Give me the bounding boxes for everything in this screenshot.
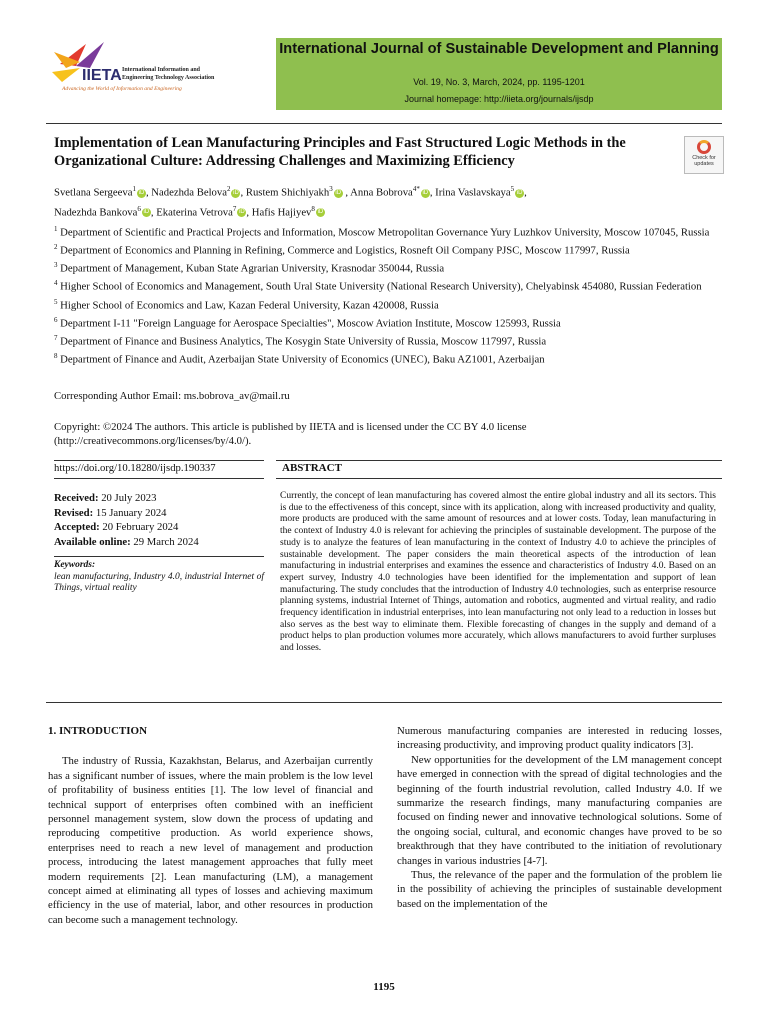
author-name: Nadezhda Bankova (54, 206, 138, 219)
date-row: Received: 20 July 2023 (54, 492, 157, 504)
author-affil-sup: 5 (510, 185, 515, 193)
keywords-rule (54, 556, 264, 557)
affiliation-sup: 5 (54, 297, 58, 306)
affiliation-sup: 8 (54, 352, 58, 361)
orcid-icon[interactable]: iD (335, 189, 342, 196)
orcid-icon[interactable]: iD (516, 189, 523, 196)
date-label: Revised: (54, 506, 94, 519)
orcid-icon[interactable]: iD (143, 209, 150, 216)
author-affil-sup: 1 (132, 185, 136, 193)
date-label: Accepted: (54, 521, 100, 534)
copyright-notice: Copyright: ©2024 The authors. This article is published by IIETA and is licensed under the CC BY 4.0 license (http://creativecommons.org/licenses/by/4.0/). (54, 421, 527, 447)
right-paragraphs (397, 724, 722, 911)
affiliation-sup: 6 (54, 315, 58, 324)
abstract-end-rule (46, 702, 722, 703)
doi-rule-bottom (54, 478, 264, 479)
author-name: Nadezhda Belova (151, 186, 227, 199)
crossmark-icon (697, 140, 711, 154)
author-name: Irina Vaslavskaya (435, 186, 511, 199)
orcid-icon[interactable]: iD (317, 209, 324, 216)
author-affil-sup: 3 (329, 185, 333, 193)
body-paragraph: Numerous manufacturing companies are interested in reducing losses, increasing productivity, and improving product quality indicators [3]. (397, 725, 722, 752)
iieta-logo (46, 38, 274, 110)
affiliation-item: $^7$ Department of Finance and Business Analytics, The Kosygin State University of Russia, Moscow 117997, Russia (54, 333, 547, 348)
affiliation-item: $^6$ Department I-11 "Foreign Language for Aerospace Specialties", Moscow Aviation Institute, Moscow 125993, Russia (54, 315, 561, 330)
journal-banner (276, 38, 722, 110)
iieta-logo-mark (46, 38, 274, 110)
corresponding-author: Corresponding Author Email: ms.bobrova_av@mail.ru (54, 390, 290, 402)
logo-tagline: Advancing the World of Information and Engineering (62, 86, 182, 92)
affiliation-item: $^1$ Department of Scientific and Practical Projects and Information, Moscow Metropolitan Governance Yury Luzhkov University, Moscow 107045, Russia (54, 225, 710, 239)
doi-link[interactable]: https://doi.org/10.18280/ijsdp.190337 (54, 462, 216, 474)
logo-fullname-2: Engineering Technology Association (122, 75, 215, 81)
abstract-text: Currently, the concept of lean manufacturing has covered almost the entire global industry and all its sectors. This is due to the effectiveness of this concept, since with its application, along with increased productivity and quality, more products are produced with the same amount of resources and at lower costs. Today, lean manufacturing in the context of Industry 4.0 is relevant for achieving the principles of sustainable development. The purpose of the study is to analyze the features of lean manufacturing in the context of Industry 4.0 to achieve the principles of sustainable development. The paper considers the main theoretical aspects of the introduction of lean manufacturing in industrial enterprises and examines the essence and characteristics of Industry 4.0. Based on an expert survey, Industry 4.0 technologies have been identified for the implementation and support of lean manufacturing. The study concludes that the introduction of Industry 4.0 technologies, such as enterprise resource planning systems, industrial Internet of Things, automation and robotics, augmented and virtual reality, and radio frequency identification in industrial enterprises, into lean manufacturing not only lead to a reduction in losses but also serves as the best way to eliminate them. Flexible forecasting of changes in the supply and demand of a product helps to plan production volumes more accurately, which allows manufacturers to avoid further surpluses and losses. (280, 491, 716, 654)
affiliation-item: $^4$ Higher School of Economics and Management, South Ural State University (National Research University), Chelyabinsk 454080, Russian Federation (54, 279, 702, 294)
section-heading: 1. INTRODUCTION (48, 725, 148, 737)
keywords-label: Keywords: (54, 560, 96, 570)
author-affil-sup: 8 (311, 204, 315, 213)
author-name: Ekaterina Vetrova (156, 206, 233, 219)
abstract-rule-top (276, 460, 722, 461)
body-paragraph: Thus, the relevance of the paper and the formulation of the problem lie in the possibility of achieving the principles of sustainable development based on the implementation of the (397, 869, 722, 910)
affiliations (54, 222, 722, 367)
body-paragraph: The industry of Russia, Kazakhstan, Belarus, and Azerbaijan currently has a significant number of issues, where the main problem is the low level of profitability of business entities [1]. The low level of financial and technical support of enterprises often combined with an inefficient personnel management system, slow down the process of updating and reproducing competitive production. As world experience shows, enterprises need to reach a new level of management and production process, introducing the latest management approaches that fully meet modern requirements [2]. Lean manufacturing (LM), a management concept aimed at eliminating all types of losses and achieving maximum efficiency in the use of material, labor, and other resources in production can become such a management technology. (48, 755, 373, 926)
article-title: Implementation of Lean Manufacturing Principles and Fast Structured Logic Methods in the Organizational Culture: Addressing Challenges and Maximizing Efficiency (54, 135, 626, 169)
orcid-icon[interactable]: iD (138, 189, 145, 196)
check-updates-line2: updates (694, 161, 714, 167)
journal-title: International Journal of Sustainable Development and Planning (279, 41, 719, 57)
date-row: Revised: 15 January 2024 (54, 506, 167, 519)
journal-homepage[interactable]: Journal homepage: http://iieta.org/journals/ijsdp (404, 94, 594, 104)
check-updates-line1: Check for (692, 155, 716, 161)
body-column-left (48, 724, 373, 927)
date-label: Received: (54, 492, 99, 504)
author-list: Svetlana Sergeeva$^1$ iD , Nadezhda Belova$^2$ iD , Rustem Shichiyakh$^3$ iD , Anna Bobrova$^{4*}$ iD , Irina Vaslavskaya$^5$ iD , Nadezhda Bankova$^6$ iD , Ekaterina Vetrova$^7$ iD , Hafis Hajiyev$^8$ iD (54, 185, 527, 219)
author-affil-sup: 7 (232, 204, 237, 213)
author-name: Hafis Hajiyev (251, 206, 312, 219)
abstract-heading: ABSTRACT (282, 462, 342, 474)
article-dates (54, 491, 274, 549)
logo-name: IIETA (82, 67, 122, 84)
affiliation-sup: 1 (54, 225, 58, 233)
doi-rule-top (54, 460, 264, 461)
logo-fullname-1: International Information and (122, 67, 201, 73)
journal-volume: Vol. 19, No. 3, March, 2024, pp. 1195-1201 (413, 77, 585, 87)
page-number: 1195 (373, 981, 395, 993)
check-for-updates-badge[interactable] (684, 136, 724, 174)
affiliation-item: $^8$ Department of Finance and Audit, Azerbaijan State University of Economics (UNEC), Baku AZ1001, Azerbaijan (54, 352, 545, 366)
affiliation-sup: 3 (54, 261, 58, 270)
orcid-icon[interactable]: iD (422, 189, 429, 196)
affiliation-item: $^3$ Department of Management, Kuban State Agrarian University, Krasnodar 350044, Russia (54, 261, 445, 275)
body-paragraph: New opportunities for the development of the LM management concept have emerged in connection with the spread of digital technologies and the beginning of the fourth industrial revolution, called Industry 4.0. If we summarize the research findings, many manufacturing companies are focused on finding newer and innovative technological solutions. Some of the ongoing social, cultural, and economic changes have proved to be so breakthrough that they have contributed to the initiation of revolutionary changes in various industries [4-7]. (397, 753, 722, 867)
affiliation-item: $^5$ Higher School of Economics and Law, Kazan Federal University, Kazan 420008, Russia (54, 297, 439, 312)
orcid-icon[interactable]: iD (233, 189, 239, 196)
author-name: Anna Bobrova (350, 186, 413, 199)
affiliation-sup: 7 (54, 333, 58, 342)
date-row: Accepted: 20 February 2024 (54, 521, 179, 534)
header-rule (46, 123, 722, 124)
affiliation-sup: 4 (54, 279, 58, 288)
left-paragraphs (48, 754, 373, 927)
date-label: Available online: (54, 535, 131, 548)
keywords-text: lean manufacturing, Industry 4.0, industrial Internet of Things, virtual reality (54, 571, 264, 594)
affiliation-item: $^2$ Department of Economics and Planning in Refining, Commerce and Logistics, Rosneft Oil Company PJSC, Moscow 117997, Russia (54, 243, 630, 257)
body-column-right (397, 724, 722, 911)
keywords-block (54, 560, 264, 595)
author-name: Svetlana Sergeeva (54, 186, 133, 199)
abstract-rule-bottom (276, 478, 722, 479)
author-name: Rustem Shichiyakh (245, 186, 330, 199)
author-affil-sup: 6 (137, 204, 141, 213)
date-row: Available online: 29 March 2024 (54, 535, 199, 548)
affiliation-sup: 2 (54, 243, 58, 252)
author-affil-sup: 2 (226, 185, 231, 193)
orcid-icon[interactable]: iD (239, 209, 245, 216)
author-affil-sup: 4* (412, 185, 420, 193)
